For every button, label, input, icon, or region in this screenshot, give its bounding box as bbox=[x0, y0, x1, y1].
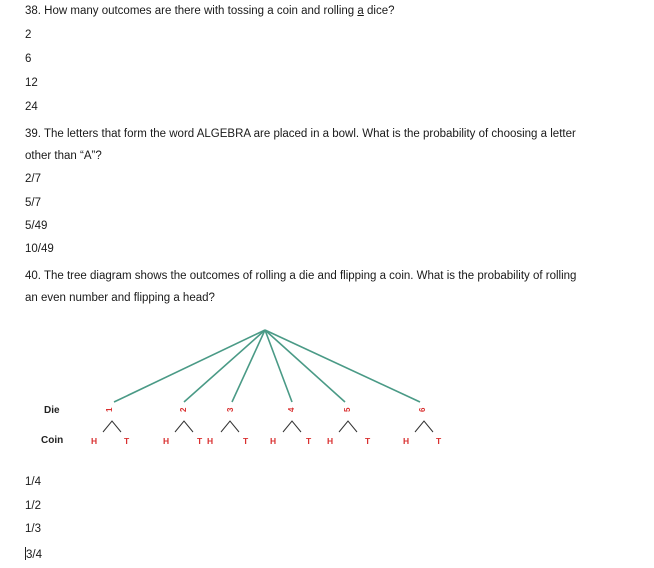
q39-option-3[interactable]: 5/49 bbox=[25, 220, 48, 232]
branch-to-die-5 bbox=[265, 330, 345, 402]
q40-option-2[interactable]: 1/2 bbox=[25, 500, 41, 512]
coin-outcome: T bbox=[124, 436, 130, 446]
trunk-branches bbox=[114, 330, 420, 402]
coin-outcome: T bbox=[365, 436, 371, 446]
fork-die-5 bbox=[339, 421, 357, 432]
q38-option-2[interactable]: 6 bbox=[25, 53, 32, 65]
coin-outcome: H bbox=[163, 436, 170, 446]
die-value-5: 5 bbox=[343, 407, 352, 412]
fork-die-6 bbox=[415, 421, 433, 432]
coin-outcome: H bbox=[270, 436, 277, 446]
q38-option-1[interactable]: 2 bbox=[25, 29, 32, 41]
coin-row-label: Coin bbox=[41, 435, 64, 446]
coin-outcome: H bbox=[207, 436, 214, 446]
coin-outcome: H bbox=[403, 436, 410, 446]
die-value-6: 6 bbox=[418, 407, 427, 412]
question-38: 38. How many outcomes are there with tossing a coin and rolling a dice? bbox=[25, 5, 395, 17]
coin-outcome: H bbox=[327, 436, 334, 446]
die-value-2: 2 bbox=[179, 407, 188, 412]
q40-option-4[interactable]: 3/4 bbox=[26, 549, 42, 561]
q40-option-1[interactable]: 1/4 bbox=[25, 476, 41, 488]
die-value-4: 4 bbox=[287, 407, 296, 412]
question-39-line-2: other than “A”? bbox=[25, 150, 102, 162]
branch-to-die-2 bbox=[184, 330, 265, 402]
coin-outcome: T bbox=[306, 436, 312, 446]
branch-to-die-1 bbox=[114, 330, 265, 402]
branch-to-die-3 bbox=[232, 330, 265, 402]
q39-option-2[interactable]: 5/7 bbox=[25, 197, 41, 209]
question-40-line-1: 40. The tree diagram shows the outcomes of rolling a die and flipping a coin. What is the probability of rolling bbox=[25, 270, 577, 282]
fork-die-3 bbox=[221, 421, 239, 432]
die-row-label: Die bbox=[44, 405, 60, 416]
coin-forks bbox=[103, 421, 433, 432]
die-value-1: 1 bbox=[105, 407, 114, 412]
coin-outcome: T bbox=[436, 436, 442, 446]
q39-option-4[interactable]: 10/49 bbox=[25, 243, 54, 255]
fork-die-2 bbox=[175, 421, 193, 432]
q38-option-4[interactable]: 24 bbox=[25, 101, 38, 113]
question-40-line-2: an even number and flipping a head? bbox=[25, 292, 215, 304]
q40-option-3[interactable]: 1/3 bbox=[25, 523, 41, 535]
fork-die-1 bbox=[103, 421, 121, 432]
q38-option-3[interactable]: 12 bbox=[25, 77, 38, 89]
fork-die-4 bbox=[283, 421, 301, 432]
coin-outcome: T bbox=[197, 436, 203, 446]
coin-outcome: T bbox=[243, 436, 249, 446]
q39-option-1[interactable]: 2/7 bbox=[25, 173, 41, 185]
die-value-3: 3 bbox=[226, 407, 235, 412]
question-39-line-1: 39. The letters that form the word ALGEBRA are placed in a bowl. What is the probability of choosing a letter bbox=[25, 128, 576, 140]
coin-outcome: H bbox=[91, 436, 98, 446]
